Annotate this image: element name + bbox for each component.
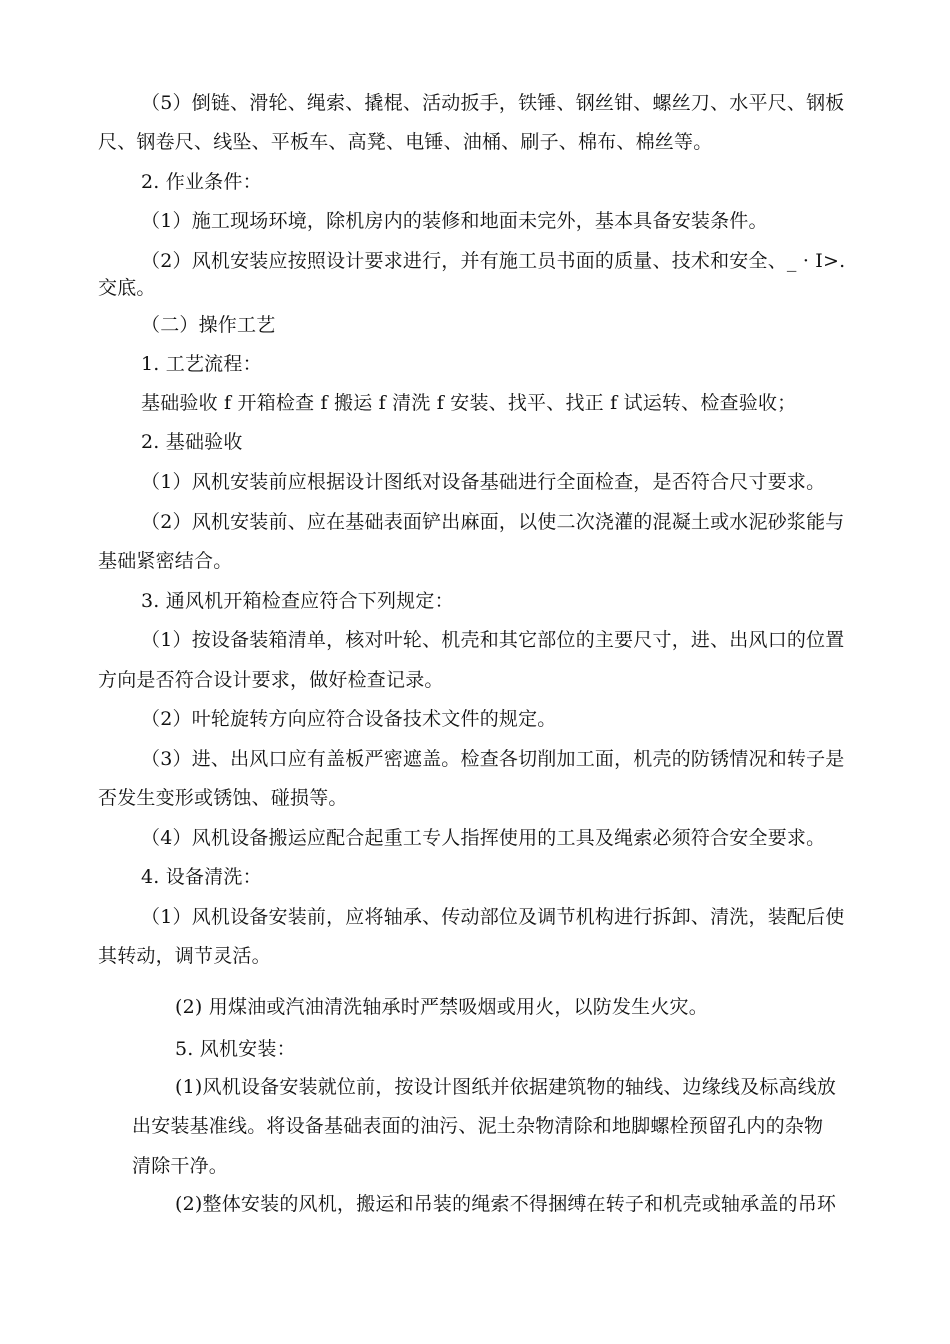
text-line: (1)风机设备安装就位前，按设计图纸并依据建筑物的轴线、边缘线及标高线放 <box>175 1076 837 1098</box>
text-line: 2. 作业条件： <box>141 171 262 193</box>
text-line: （1）风机设备安装前，应将轴承、传动部位及调节机构进行拆卸、清洗，装配后使 <box>141 906 845 928</box>
text-line: 3. 通风机开箱检查应符合下列规定： <box>141 590 454 612</box>
text-line: 清除干净。 <box>132 1155 229 1177</box>
text-line: 4. 设备清洗： <box>141 866 262 888</box>
text-line: 否发生变形或锈蚀、碰损等。 <box>98 787 348 809</box>
text-line: 2. 基础验收 <box>141 431 243 453</box>
text-line: （2）风机安装前、应在基础表面铲出麻面，以使二次浇灌的混凝土或水泥砂浆能与 <box>141 511 845 533</box>
text-line: 方向是否符合设计要求，做好检查记录。 <box>98 669 444 691</box>
text-line: 出安装基准线。将设备基础表面的油污、泥土杂物清除和地脚螺栓预留孔内的杂物 <box>132 1115 824 1137</box>
text-line: (2)整体安装的风机，搬运和吊装的绳索不得捆缚在转子和机壳或轴承盖的吊环 <box>175 1193 837 1215</box>
text-line: 基础紧密结合。 <box>98 550 233 572</box>
text-line: （2）叶轮旋转方向应符合设备技术文件的规定。 <box>141 708 557 730</box>
text-line: (2) 用煤油或汽油清洗轴承时严禁吸烟或用火，以防发生火灾。 <box>175 996 708 1018</box>
text-line: （1）按设备装箱清单，核对叶轮、机壳和其它部位的主要尺寸，进、出风口的位置 <box>141 629 845 651</box>
text-line: 尺、钢卷尺、线坠、平板车、高凳、电锤、油桶、刷子、棉布、棉丝等。 <box>98 131 713 153</box>
section-heading: （二）操作工艺 <box>141 314 276 336</box>
text-line: 基础验收 f 开箱检查 f 搬运 f 清洗 f 安装、找平、找正 f 试运转、检查验收； <box>141 392 797 414</box>
text-line: 其转动，调节灵活。 <box>98 945 271 967</box>
text-line: （3）进、出风口应有盖板严密遮盖。检查各切削加工面，机壳的防锈情况和转子是 <box>141 748 845 770</box>
text-line: 5. 风机安装： <box>175 1038 296 1060</box>
text-line: 1. 工艺流程： <box>141 353 262 375</box>
text-line: （1）风机安装前应根据设计图纸对设备基础进行全面检查，是否符合尺寸要求。 <box>141 471 826 493</box>
text-line: 交底。 <box>98 277 156 299</box>
text-line: （1）施工现场环境，除机房内的装修和地面未完外，基本具备安装条件。 <box>141 210 768 232</box>
text-line: （5）倒链、滑轮、绳索、撬棍、活动扳手，铁锤、钢丝钳、螺丝刀、水平尺、钢板 <box>141 92 845 114</box>
text-line: （2）风机安装应按照设计要求进行，并有施工员书面的质量、技术和安全、_ · I>. <box>141 250 846 272</box>
text-line: （4）风机设备搬运应配合起重工专人指挥使用的工具及绳索必须符合安全要求。 <box>141 827 826 849</box>
